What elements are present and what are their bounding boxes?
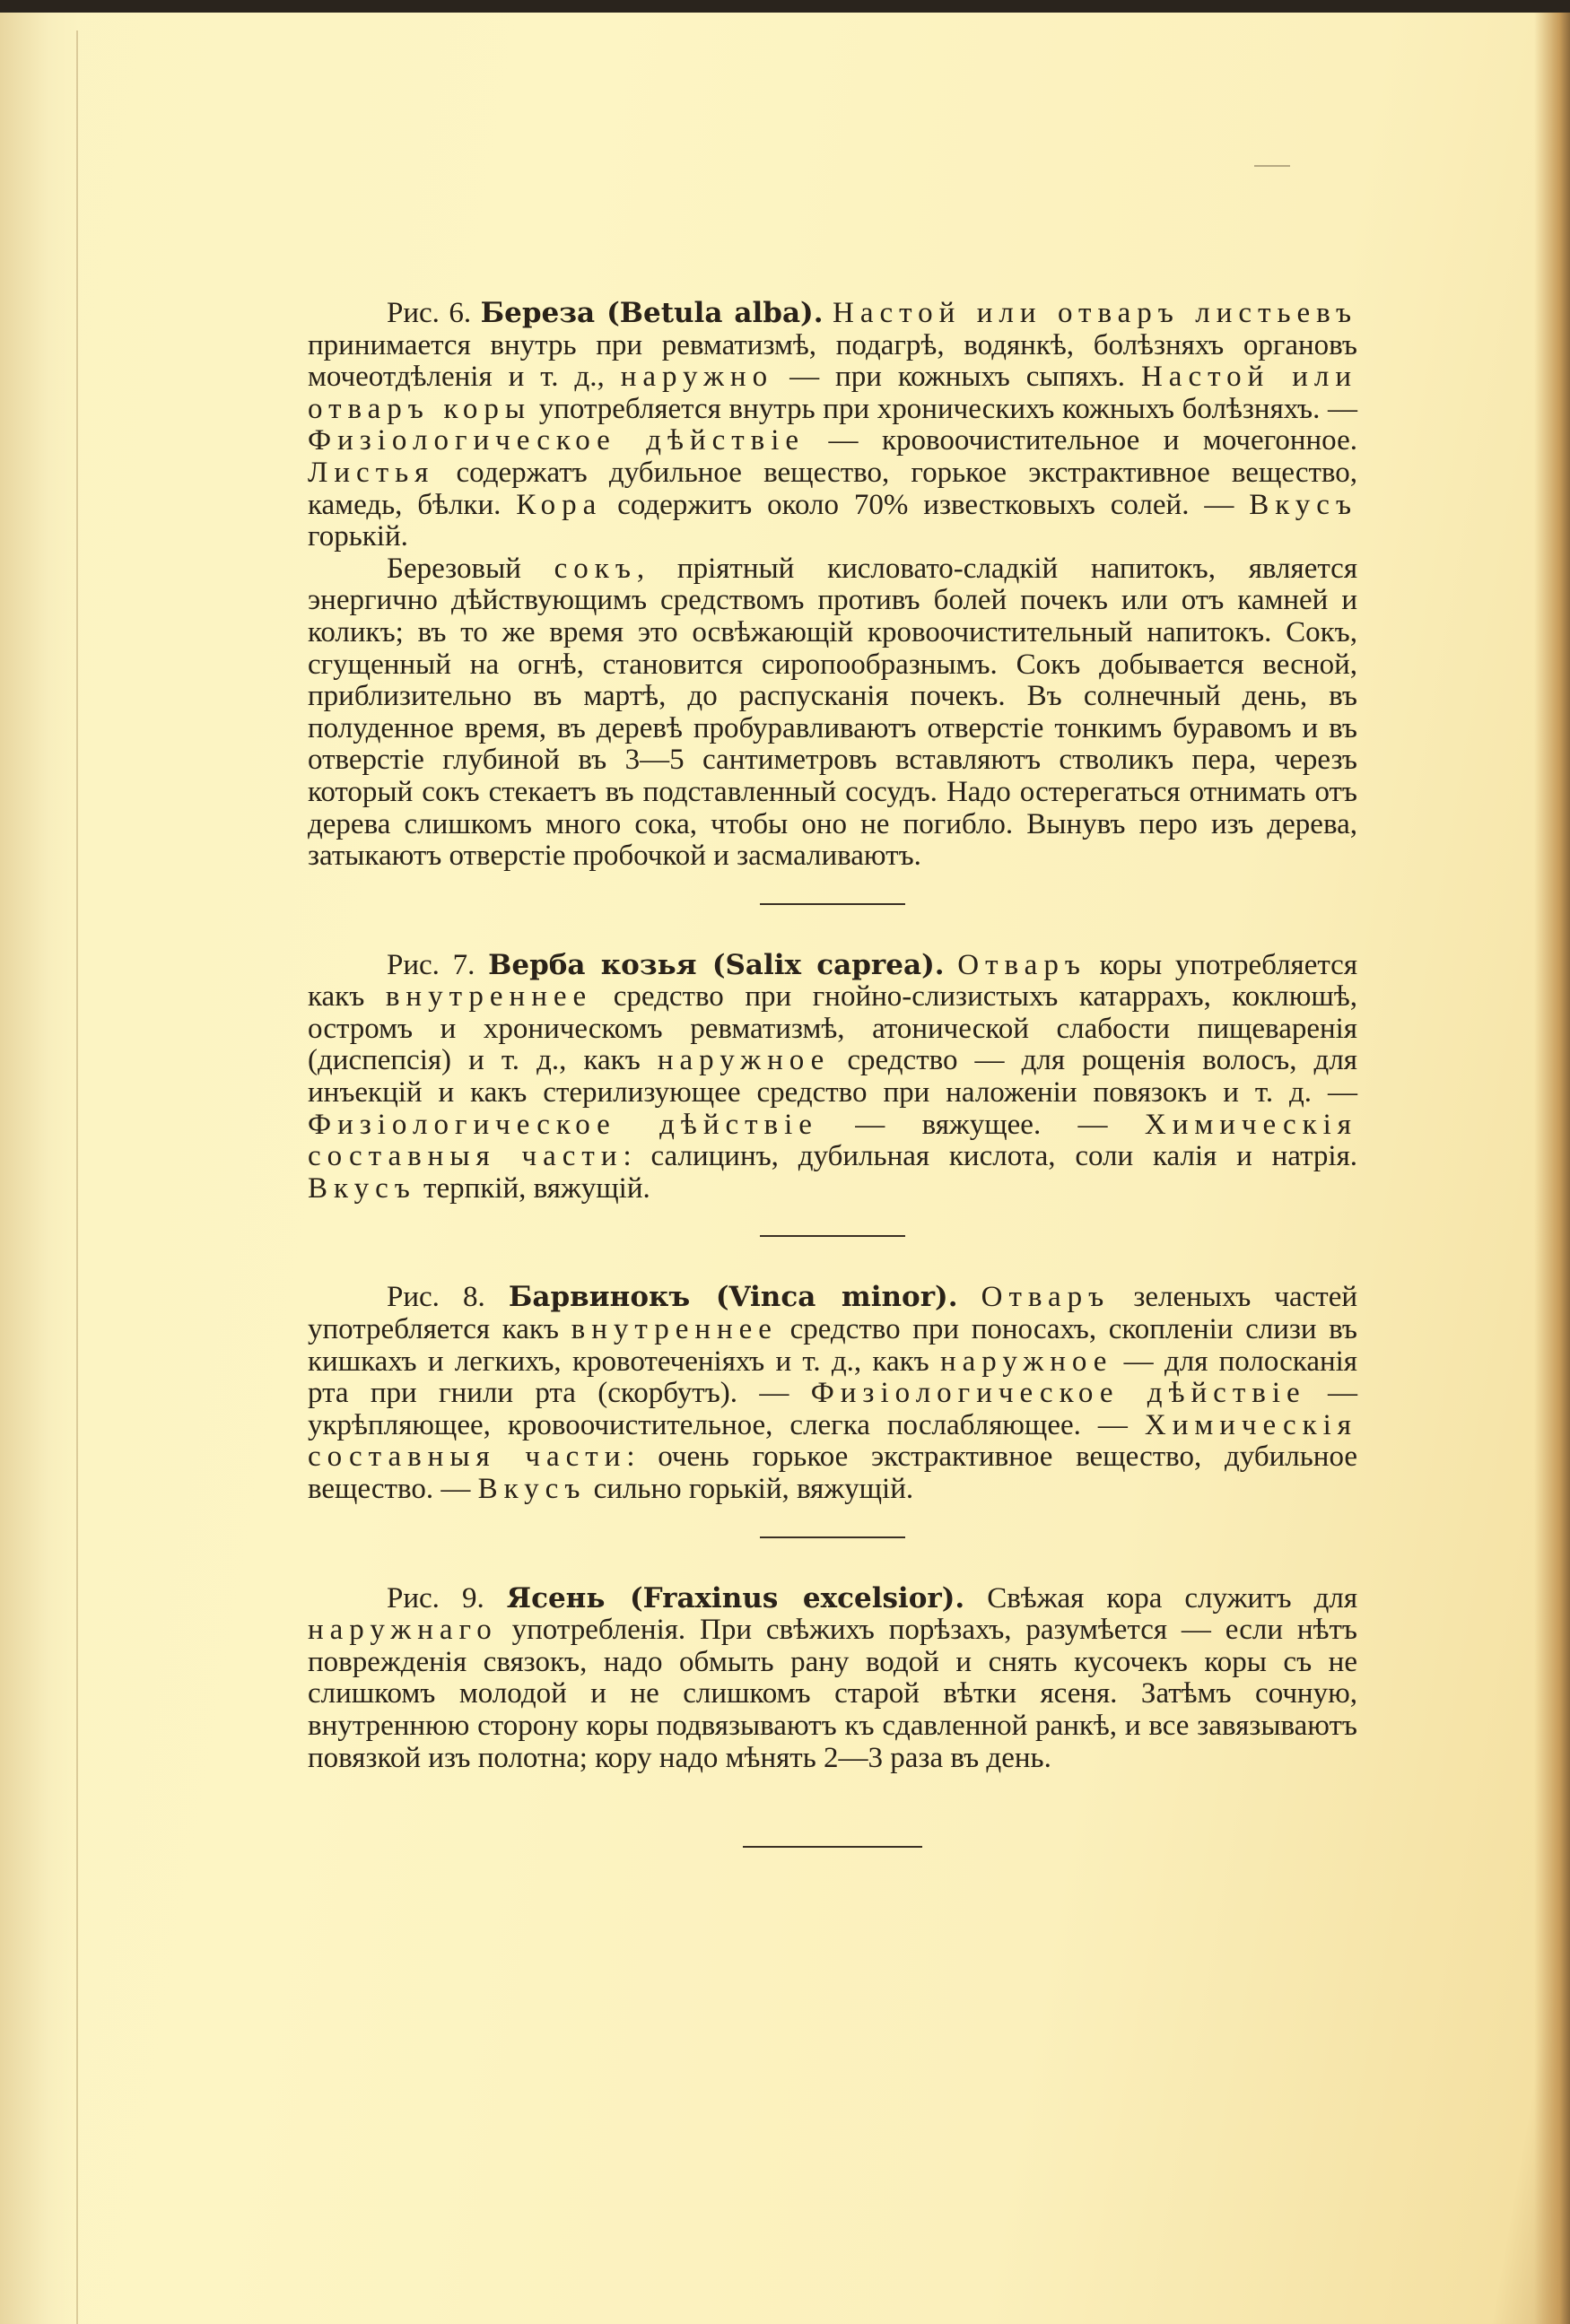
section-divider — [760, 1235, 905, 1237]
body-text: средство при поносахъ, скопленіи слизи въ кишкахъ и легкихъ, кровотеченіяхъ и т. д., какъ — [308, 1313, 1357, 1378]
body-text: сильно горькій, вяжущій. — [586, 1473, 914, 1505]
plant-name: Береза (Betula alba). — [480, 297, 824, 329]
entry-paragraph — [308, 1583, 1357, 1775]
text-column — [308, 298, 1357, 1848]
spaced-emphasis: Отваръ — [957, 948, 1086, 981]
plant-name: Ясень (Fraxinus excelsior). — [506, 1581, 965, 1615]
section-divider — [760, 1536, 905, 1538]
spaced-emphasis: Настой или отваръ листьевъ — [832, 297, 1358, 329]
body-text: — кровоочистительное и мочегонное. — [805, 424, 1357, 457]
figure-label: Рис. 8. — [387, 1281, 485, 1314]
spaced-emphasis: Отваръ — [981, 1281, 1111, 1314]
body-text: коры употребляется какъ — [308, 948, 1358, 1014]
spaced-emphasis: внутреннее — [571, 1313, 778, 1346]
body-text: средство — для рощенія волосъ, для инъекцій и какъ стерилизующее средство при наложеніи повязокъ и т. д. — — [308, 1044, 1357, 1110]
stray-mark — [1254, 165, 1290, 167]
entry-paragraph — [308, 950, 1357, 1206]
end-divider — [743, 1846, 922, 1848]
plant-name: Верба козья (Salix caprea). — [488, 948, 945, 981]
spaced-emphasis: Настой или отваръ коры — [308, 361, 1358, 425]
body-text: зеленыхъ частей употребляется какъ — [308, 1281, 1358, 1346]
figure-label: Рис. 9. — [387, 1581, 484, 1615]
body-text: употребляется внутрь при хроническихъ кожныхъ болѣзняхъ. — — [531, 392, 1357, 425]
body-text: содержатъ дубильное вещество, горькое экстрактивное вещество, камедь, бѣлки. — [308, 456, 1357, 521]
body-text: принимается внутрь при ревматизмѣ, подагрѣ, водянкѣ, болѣзняхъ органовъ мочеотдѣленія и т. д., — [308, 328, 1357, 394]
body-text: средство при гнойно-слизистыхъ катаррахъ, коклюшѣ, остромъ и хроническомъ ревматизмѣ, атонической слабости пищеваренія (диспепсія) и т. д., какъ — [308, 980, 1357, 1077]
spaced-emphasis: сокъ — [554, 552, 637, 585]
figure-label: Рис. 7. — [387, 948, 475, 981]
spaced-emphasis: наружное — [657, 1044, 831, 1077]
page-fold-line — [76, 30, 78, 2324]
spaced-emphasis: Кора — [516, 488, 603, 521]
body-text: Свѣжая кора служитъ для — [964, 1581, 1357, 1615]
figure-label: Рис. 6. — [387, 297, 472, 329]
body-text: — вяжущее. — — [817, 1108, 1145, 1141]
section-divider — [760, 903, 905, 905]
spaced-emphasis: Листья — [308, 456, 435, 489]
page-right-edge-shading — [1534, 13, 1570, 2324]
body-text: : очень горькое экстрактивное вещество, дубильное вещество. — — [308, 1441, 1357, 1505]
book-page — [0, 13, 1570, 2324]
page-left-edge-shading — [0, 13, 81, 2324]
spaced-emphasis: наружно — [620, 361, 774, 394]
body-text — [945, 949, 958, 981]
spaced-emphasis: Физіологическое дѣйствіе — [810, 1377, 1306, 1410]
body-text: : салицинъ, дубильная кислота, соли калія и натрія. — [623, 1140, 1358, 1173]
spaced-emphasis: Вкусъ — [477, 1473, 587, 1505]
spaced-emphasis: наружное — [939, 1345, 1113, 1378]
spaced-emphasis: Химическія составныя части — [308, 1108, 1357, 1173]
body-text: — укрѣпляющее, кровоочистительное, слегка послабляющее. — — [308, 1377, 1357, 1441]
spaced-emphasis: Химическія составныя части — [308, 1408, 1357, 1474]
spaced-emphasis: Физіологическое дѣйствіе — [308, 1108, 818, 1141]
body-text: Березовый — [387, 552, 554, 585]
plant-name: Барвинокъ (Vinca minor). — [508, 1281, 958, 1314]
spaced-emphasis: Физіологическое дѣйствіе — [308, 424, 806, 457]
entry-paragraph — [308, 1282, 1357, 1505]
spaced-emphasis: Вкусъ — [308, 1171, 416, 1205]
body-text: терпкій, вяжущій. — [415, 1171, 650, 1205]
body-text: употребленія. При свѣжихъ порѣзахъ, разумѣется — если нѣтъ поврежденія связокъ, надо обмыть рану водой и снять кусочекъ коры съ не слишкомъ молодой и не слишкомъ старой вѣтки ясеня. Затѣмъ сочную, внутреннюю сторону коры подвязываютъ къ сдавленной ранкѣ, и все завязываютъ повязкой изъ полотна; кору надо мѣнять 2—3 раза въ день. — [308, 1614, 1357, 1774]
body-text: — при кожныхъ сыпяхъ. — [773, 361, 1141, 394]
spaced-emphasis: Вкусъ — [1249, 488, 1358, 521]
entry-continuation-paragraph — [308, 553, 1357, 873]
body-text — [958, 1281, 981, 1313]
body-text: — для полосканія рта при гнили рта (скорбутъ). — — [308, 1345, 1357, 1410]
body-text: горькій. — [308, 520, 408, 553]
spaced-emphasis: наружнаго — [308, 1614, 498, 1647]
spaced-emphasis: внутреннее — [385, 980, 593, 1014]
entry-paragraph — [308, 298, 1357, 553]
body-text: , пріятный кисловато-сладкій напитокъ, является энергично дѣйствующимъ средствомъ противъ болей почекъ или отъ камней и коликъ; въ то же время это освѣжающій кровоочистительный напитокъ. Сокъ, сгущенный на огнѣ, становится сиропообразнымъ. Сокъ добывается весной, приблизительно въ мартѣ, до распусканія почекъ. Въ солнечный день, въ полуденное время, въ деревѣ пробуравливаютъ отверстіе тонкимъ буравомъ и въ отверстіе глубиной въ 3—5 сантиметровъ вставляютъ стволикъ пера, черезъ который сокъ стекаетъ въ подставленный сосудъ. Надо остерегаться отнимать отъ дерева слишкомъ много сока, чтобы оно не погибло. Вынувъ перо изъ дерева, затыкаютъ отверстіе пробочкой и засмаливаютъ. — [308, 552, 1357, 873]
body-text — [824, 297, 833, 329]
body-text: содержитъ около 70% известковыхъ солей. — — [602, 488, 1250, 521]
